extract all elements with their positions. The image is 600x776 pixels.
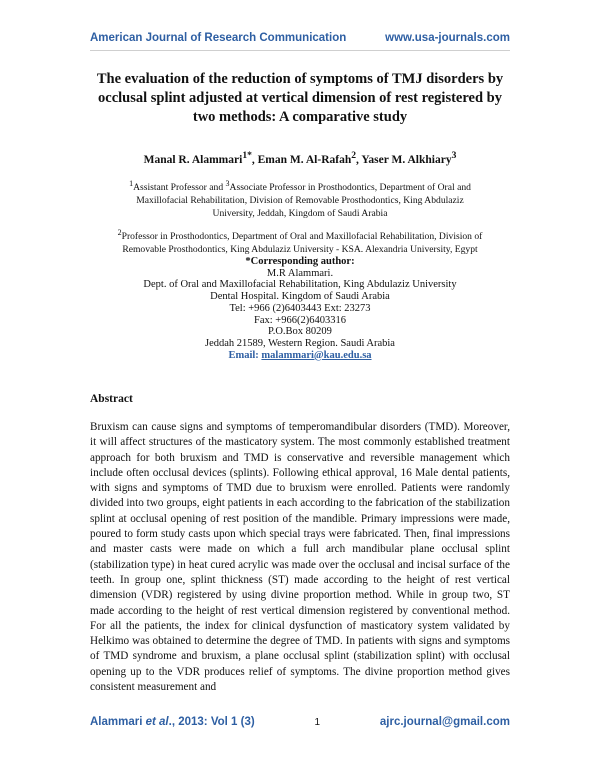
affiliation-text: Professor in Prosthodontics, Department of Oral and Maxillofacial Rehabilitation, Division of Removable Prosthodontics, King Abdulaziz University - KSA. Alexandria University, Egypt <box>121 231 483 256</box>
affiliation-1 <box>115 177 485 220</box>
author-separator: , <box>251 153 258 166</box>
abstract-heading: Abstract <box>90 393 133 405</box>
footer-cite-author: Alammari <box>90 716 146 728</box>
abstract-body: Bruxism can cause signs and symptoms of temperomandibular disorders (TMD). Moreover, it will affect structures of the masticatory system. The most commonly established treatment approach for both bruxism and TMD is conservative and reversible management which include often occlusal devices (splints). Following ethical approval, 16 Male dental patients, with signs and symptoms of TMD due to bruxism were enrolled. Patients were randomly divided into two groups, eight patients in each according to the fabrication of the stabilization splint at occlusal opening of rest position of the mandible. Primary impressions were made, poured to form study casts upon which special trays were fabricated. Then, final impressions and master casts were made on which a full arch mandibular plane occlusal splint (stabilization type) in heat cured acrylic was made over the occlusal and incisal surface of the teeth. In group one, splint thickness (ST) made according to the height of rest vertical dimension (VDR) registered by using divine proportion method. While in group two, ST made according to the height of rest vertical dimension registered by conventional method. For all the patients, the index for clinical dysfunction of masticatory system validated by Helkimo was obtained to determine the degree of TMD. In patients with signs and symptoms of TMD syndrome and bruxism, a plane occlusal splint (stabilization splint) with occlusal opening up to the VDR produces relief of symptoms. The divine proportion method gives consistent measurement and <box>90 421 510 694</box>
journal-name: American Journal of Research Communication <box>90 32 347 44</box>
running-footer <box>90 716 510 728</box>
correspondence-line: Dental Hospital. Kingdom of Saudi Arabia <box>210 291 390 303</box>
page-number: 1 <box>314 717 321 728</box>
email-link[interactable]: malammari@kau.edu.sa <box>261 349 372 361</box>
email-label: Email: <box>228 349 262 361</box>
author-separator: , <box>356 153 362 166</box>
affiliation-text: Assistant Professor and <box>133 182 226 194</box>
paper-title: The evaluation of the reduction of symptoms of TMJ disorders by occlusal splint adjusted at vertical dimension of rest registered by two methods: A comparative study <box>96 71 504 125</box>
author-name: Yaser M. Alkhiary <box>361 153 452 166</box>
correspondence-email-line <box>90 350 510 362</box>
author-superscript: 1* <box>242 150 252 161</box>
running-header <box>90 32 510 51</box>
author-superscript: 3 <box>451 150 457 161</box>
affiliation-text: Associate Professor in Prosthodontics, Department of Oral and Maxillofacial Rehabilitation, Division of Removable Prosthodontics, King Abdulaziz University, Jeddah, Kingdom of Saudi Arabia <box>136 182 471 220</box>
correspondence-line: M.R Alammari. <box>266 267 334 279</box>
affiliation-superscript: 3 <box>225 179 230 188</box>
correspondence-line: Jeddah 21589, Western Region. Saudi Arabia <box>205 337 395 349</box>
journal-website[interactable]: www.usa-journals.com <box>385 32 510 44</box>
footer-cite-volume: ., 2013: Vol 1 (3) <box>168 716 255 728</box>
author-superscript: 2 <box>351 150 357 161</box>
correspondence-line: Tel: +966 (2)6403443 Ext: 23273 <box>229 302 371 314</box>
footer-cite-etal: et al <box>145 716 169 728</box>
correspondence-heading: *Corresponding author: <box>245 256 355 267</box>
correspondence-line: P.O.Box 80209 <box>268 326 332 338</box>
affiliation-superscript: 2 <box>117 228 122 237</box>
correspondence-block <box>90 256 510 361</box>
author-list <box>90 150 510 166</box>
affiliation-2 <box>115 226 485 256</box>
correspondence-line: Dept. of Oral and Maxillofacial Rehabilitation, King Abdulaziz University <box>143 279 457 291</box>
footer-citation <box>90 716 255 728</box>
correspondence-line: Fax: +966(2)6403316 <box>254 314 346 326</box>
author-name: Manal R. Alammari <box>143 153 243 166</box>
author-name: Eman M. Al-Rafah <box>257 153 352 166</box>
footer-journal-email[interactable]: ajrc.journal@gmail.com <box>379 716 510 728</box>
affiliation-superscript: 1 <box>129 179 134 188</box>
